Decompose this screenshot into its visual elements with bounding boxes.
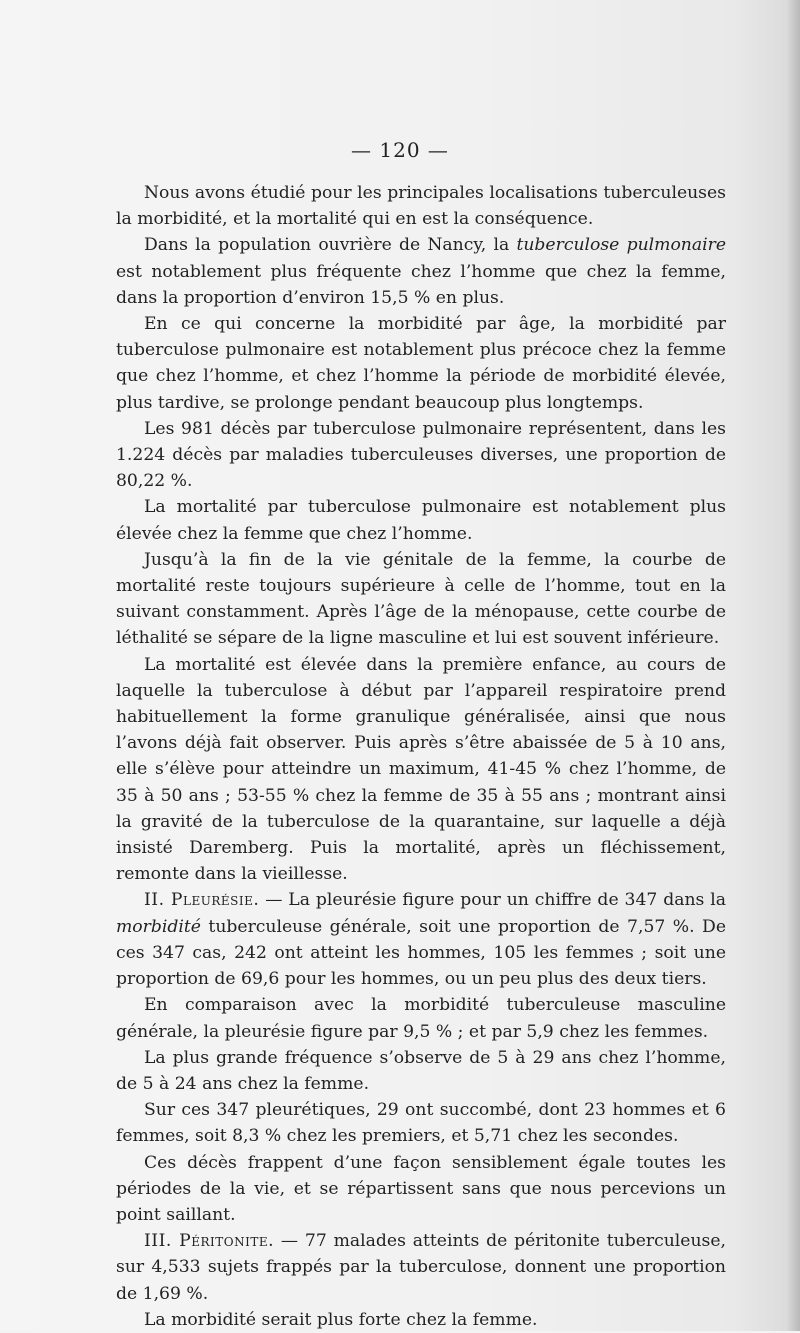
paragraph: La mortalité par tuberculose pulmonaire est notablement plus élevée chez la femme que chez l’homme. [116, 497, 726, 544]
paragraph-text: est notablement plus fréquente chez l’homme que chez la femme, dans la proportion d’environ 15,5 % en plus. [116, 261, 726, 308]
paragraph: Sur ces 347 pleurétiques, 29 ont succombé, dont 23 hommes et 6 femmes, soit 8,3 % chez les premiers, et 5,71 chez les secondes. [116, 1100, 726, 1147]
paragraph: En comparaison avec la morbidité tuberculeuse masculine générale, la pleurésie figure par 9,5 % ; et par 5,9 chez les femmes. [116, 995, 726, 1042]
paragraph-text: tuberculeuse générale, soit une proportion de 7,57 %. De ces 347 cas, 242 ont atteint les hommes, 105 les femmes ; soit une proportion de 69,6 pour les hommes, ou un peu plus des deux tiers. [116, 916, 726, 990]
paragraph: En ce qui concerne la morbidité par âge, la morbidité par tuberculose pulmonaire est notablement plus précoce chez la femme que chez l’homme, et chez l’homme la période de morbidité élevée, plus tardive, se prolonge pendant beaucoup plus longtemps. [116, 314, 726, 413]
paragraph [116, 887, 726, 992]
paragraph: La morbidité serait plus forte chez la femme. [144, 1309, 538, 1330]
emphasis-text: morbidité [116, 916, 201, 937]
paragraph: Les 981 décès par tuberculose pulmonaire représentent, dans les 1.224 décès par maladies tuberculeuses diverses, une proportion de 80,22 %. [116, 418, 726, 492]
paragraph: La mortalité est élevée dans la première enfance, au cours de laquelle la tuberculose à début par l’appareil respiratoire prend habituellement la forme granulique généralisée, ainsi que nous l’avons déjà fait observer. Puis après s’être abaissée de 5 à 10 ans, elle s’élève pour atteindre un maximum, 41-45 % chez l’homme, de 35 à 50 ans ; 53-55 % chez la femme de 35 à 55 ans ; montrant ainsi la gravité de la tuberculose de la quarantaine, sur laquelle a déjà insisté Daremberg. Puis la mortalité, après un fléchissement, remonte dans la vieillesse. [116, 654, 726, 885]
page-edge-shadow [786, 0, 800, 1331]
paragraph-text: — La pleurésie figure pour un chiffre de 347 dans la [259, 890, 726, 911]
paragraph [116, 232, 726, 311]
paragraph-text: Dans la population ouvrière de Nancy, la [144, 235, 517, 256]
paragraph: Jusqu’à la fin de la vie génitale de la femme, la courbe de mortalité reste toujours supérieure à celle de l’homme, tout en la suivant constamment. Après l’âge de la ménopause, cette courbe de léthalité se sépare de la ligne masculine et lui est souvent inférieure. [116, 549, 726, 649]
paragraph: Ces décès frappent d’une façon sensiblement égale toutes les périodes de la vie, et se répartissent sans que nous percevions un point saillant. [116, 1152, 726, 1225]
emphasis-text: tuberculose pulmonaire [516, 235, 726, 256]
paragraph [116, 1228, 726, 1307]
body-text [116, 180, 726, 1333]
page-number: — 120 — [351, 138, 449, 162]
paragraph-text: — 77 malades atteints de péritonite tuberculeuse, sur 4,533 sujets frappés par la tuberculose, donnent une proportion de 1,69 %. [116, 1231, 726, 1304]
paragraph: La plus grande fréquence s’observe de 5 à 29 ans chez l’homme, de 5 à 24 ans chez la femme. [116, 1047, 726, 1094]
section-heading-peritonite: III. Péritonite. [144, 1231, 275, 1252]
section-heading-pleuresie: II. Pleurésie. [144, 890, 260, 911]
paragraph: Nous avons étudié pour les principales localisations tuberculeuses la morbidité, et la mortalité qui en est la conséquence. [116, 183, 726, 230]
